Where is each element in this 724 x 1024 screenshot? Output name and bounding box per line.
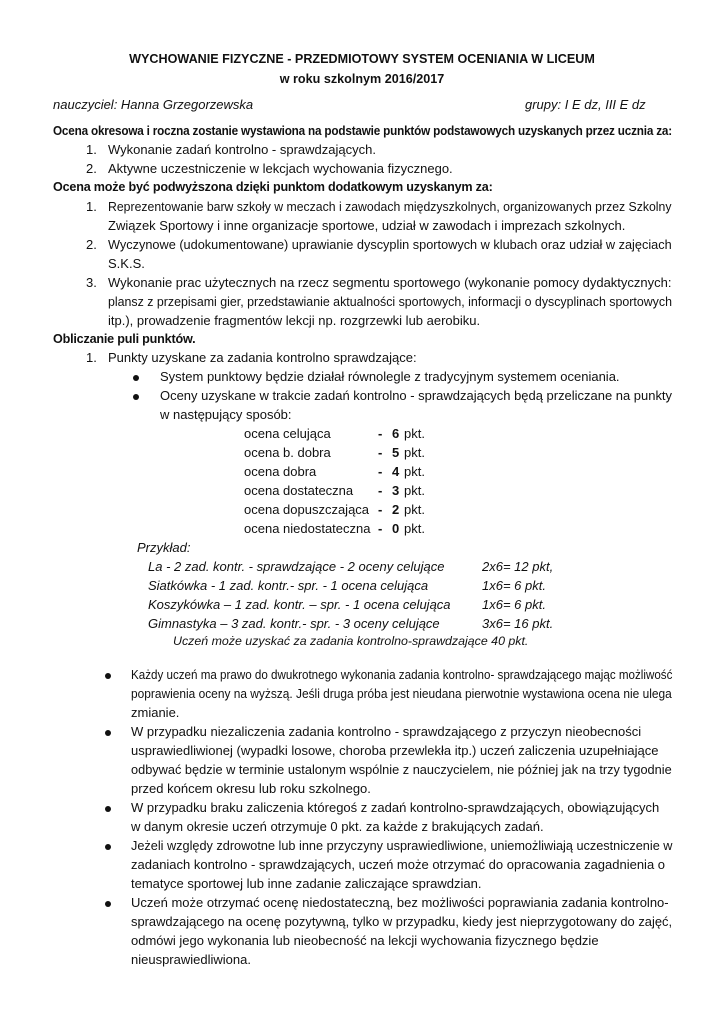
calc-bullet-text: Oceny uzyskane w trakcie zadań kontrolno - sprawdzających będą przeliczane na punkty xyxy=(160,388,673,403)
extra-item-number: 2. xyxy=(86,237,97,252)
grade-dash: - xyxy=(378,426,383,441)
calc-bullet-text: System punktowy będzie działał równolegle z tradycyjnym systemem oceniania. xyxy=(160,369,620,384)
grade-row xyxy=(0,502,724,521)
extra-points-heading: Ocena może być podwyższona dzięki punktom dodatkowym uzyskanym za: xyxy=(53,180,493,194)
rule-line: odbywać będzie w terminie ustalonym wspólnie z nauczycielem, nie później jak na trzy tygodnie xyxy=(131,762,672,777)
grade-points: 4 xyxy=(392,464,400,479)
grade-row xyxy=(0,521,724,540)
basic-item-number: 2. xyxy=(86,161,97,176)
grade-name: ocena b. dobra xyxy=(244,445,331,460)
grade-name: ocena niedostateczna xyxy=(244,521,371,536)
grade-points: 0 xyxy=(392,521,400,536)
grade-dash: - xyxy=(378,464,383,479)
grade-row xyxy=(0,445,724,464)
calc-item-number: 1. xyxy=(86,350,97,365)
example-desc: Siatkówka - 1 zad. kontr.- spr. - 1 ocena celująca xyxy=(148,578,429,593)
bullet-icon xyxy=(105,844,111,850)
example-calc: 3x6= 16 pkt. xyxy=(482,616,554,631)
grade-name: ocena dopuszczająca xyxy=(244,502,370,517)
rule-line: tematyce sportowej lub inne zadanie zaliczające sprawdzian. xyxy=(131,876,482,891)
rule-line: w danym okresie uczeń otrzymuje 0 pkt. za każde z brakujących zadań. xyxy=(131,819,544,834)
rule-line: poprawienia oceny na wyższą. Jeśli druga próba jest nieudana pierwotnie wystawiona ocena nie ulega xyxy=(131,686,672,701)
rule-line: Jeżeli względy zdrowotne lub inne przyczyny usprawiedliwione, uniemożliwiają uczestniczenie w xyxy=(131,838,673,853)
example-calc: 1x6= 6 pkt. xyxy=(482,578,546,593)
grade-row xyxy=(0,426,724,445)
basic-item-text: Aktywne uczestniczenie w lekcjach wychowania fizycznego. xyxy=(108,161,453,176)
example-desc: Koszykówka – 1 zad. kontr. – spr. - 1 ocena celująca xyxy=(148,597,451,612)
rule-line: W przypadku niezaliczenia zadania kontrolno - sprawdzającego z przyczyn nieobecności xyxy=(131,724,642,739)
grade-unit: pkt. xyxy=(404,502,425,517)
grade-dash: - xyxy=(378,445,383,460)
teacher-name: nauczyciel: Hanna Grzegorzewska xyxy=(53,97,254,112)
grade-unit: pkt. xyxy=(404,426,425,441)
rule-line: W przypadku braku zaliczenia któregoś z zadań kontrolno-sprawdzających, obowiązujących xyxy=(131,800,660,815)
rule-line: nieusprawiedliwiona. xyxy=(131,952,251,967)
example-calc: 2x6= 12 pkt, xyxy=(482,559,554,574)
basic-item-number: 1. xyxy=(86,142,97,157)
extra-item-line: Wykonanie prac użytecznych na rzecz segmentu sportowego (wykonanie pomocy dydaktycznych: xyxy=(108,275,672,290)
rule-line: Każdy uczeń ma prawo do dwukrotnego wykonania zadania kontrolno- sprawdzającego mając możliwość xyxy=(131,667,673,682)
document-title: WYCHOWANIE FIZYCZNE - PRZEDMIOTOWY SYSTEM OCENIANIA W LICEUM xyxy=(129,52,595,66)
bullet-icon xyxy=(133,375,139,381)
grade-dash: - xyxy=(378,521,383,536)
grade-name: ocena dobra xyxy=(244,464,317,479)
extra-item-line: plansz z przepisami gier, przedstawianie aktualności sportowych, informacji o dyscyplinach sportowych xyxy=(108,294,672,309)
extra-item-line: itp.), prowadzenie fragmentów lekcji np. rozgrzewki lub aerobiku. xyxy=(108,313,481,328)
example-label: Przykład: xyxy=(137,540,191,555)
bullet-icon xyxy=(105,730,111,736)
grade-unit: pkt. xyxy=(404,483,425,498)
grade-points: 2 xyxy=(392,502,400,517)
rule-line: sprawdzającego na ocenę pozytywną, tylko w przypadku, kiedy jest nieprzygotowany do zajęć, xyxy=(131,914,673,929)
grade-unit: pkt. xyxy=(404,464,425,479)
grade-row xyxy=(0,483,724,502)
calc-bullet-text: w następujący sposób: xyxy=(160,407,292,422)
grade-name: ocena celująca xyxy=(244,426,331,441)
extra-item-line: Wyczynowe (udokumentowane) uprawianie dyscyplin sportowych w klubach oraz udział w zajęciach xyxy=(108,237,672,252)
basic-points-heading: Ocena okresowa i roczna zostanie wystawiona na podstawie punktów podstawowych uzyskanych przez ucznia za: xyxy=(53,124,672,138)
grade-row xyxy=(0,464,724,483)
extra-item-line: Związek Sportowy i inne organizacje sportowe, udział w zawodach i imprezach szkolnych. xyxy=(108,218,626,233)
bullet-icon xyxy=(105,673,111,679)
grade-points: 6 xyxy=(392,426,400,441)
example-desc: La - 2 zad. kontr. - sprawdzające - 2 oceny celujące xyxy=(148,559,445,574)
extra-item-line: S.K.S. xyxy=(108,256,145,271)
example-calc: 1x6= 6 pkt. xyxy=(482,597,546,612)
grade-unit: pkt. xyxy=(404,445,425,460)
calc-heading: Obliczanie puli punktów. xyxy=(53,332,196,346)
grade-points: 5 xyxy=(392,445,400,460)
basic-item-text: Wykonanie zadań kontrolno - sprawdzających. xyxy=(108,142,376,157)
extra-item-number: 1. xyxy=(86,199,97,214)
rule-line: odmówi jego wykonania lub nieobecność na lekcji wychowania fizycznego będzie xyxy=(131,933,599,948)
grade-dash: - xyxy=(378,483,383,498)
example-desc: Gimnastyka – 3 zad. kontr.- spr. - 3 oceny celujące xyxy=(148,616,440,631)
rule-line: zmianie. xyxy=(131,705,180,720)
grade-points: 3 xyxy=(392,483,400,498)
bullet-icon xyxy=(105,901,111,907)
rule-line: usprawiedliwionej (wypadki losowe, choroba przewlekła itp.) uczeń zaliczenia uzupełniające xyxy=(131,743,659,758)
grade-unit: pkt. xyxy=(404,521,425,536)
grade-dash: - xyxy=(378,502,383,517)
rule-line: Uczeń może otrzymać ocenę niedostateczną, bez możliwości poprawiania zadania kontrolno- xyxy=(131,895,669,910)
example-summary: Uczeń może uzyskać za zadania kontrolno-sprawdzające 40 pkt. xyxy=(173,634,529,648)
calc-item-text: Punkty uzyskane za zadania kontrolno sprawdzające: xyxy=(108,350,417,365)
rule-line: zadaniach kontrolno - sprawdzających, uczeń może otrzymać do opracowania zagadnienia o xyxy=(131,857,666,872)
groups-info: grupy: I E dz, III E dz xyxy=(525,97,646,112)
bullet-icon xyxy=(105,806,111,812)
extra-item-line: Reprezentowanie barw szkoły w meczach i zawodach międzyszkolnych, organizowanych przez Szkolny xyxy=(108,199,672,214)
rule-line: przed końcem okresu lub roku szkolnego. xyxy=(131,781,371,796)
bullet-icon xyxy=(133,394,139,400)
document-subtitle: w roku szkolnym 2016/2017 xyxy=(279,72,445,86)
extra-item-number: 3. xyxy=(86,275,97,290)
grade-name: ocena dostateczna xyxy=(244,483,354,498)
